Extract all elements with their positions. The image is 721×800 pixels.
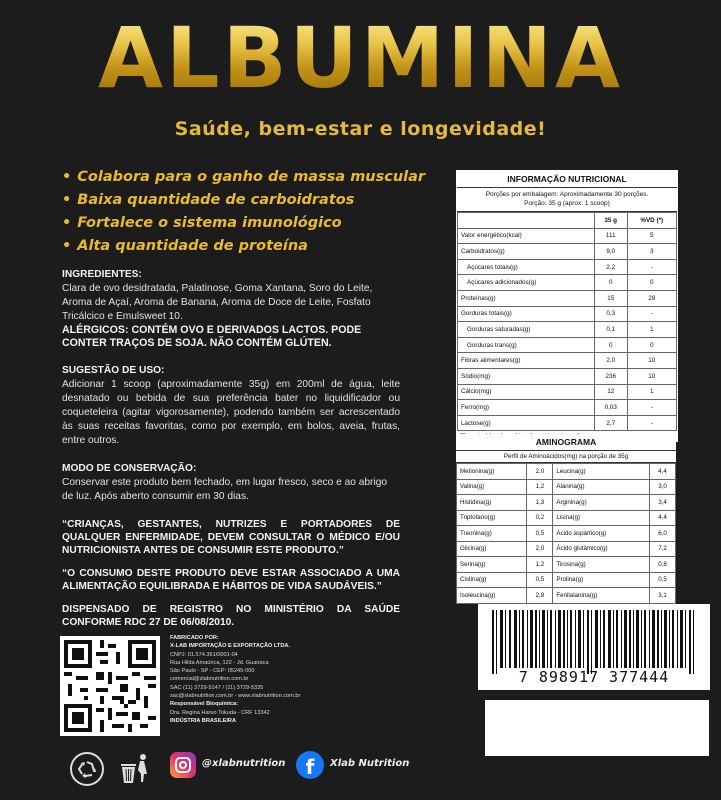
table-row: Cálcio(mg) 12 1: [458, 384, 677, 400]
aminogram-title: AMINOGRAMA: [456, 434, 676, 451]
benefit-item: • Colabora para o ganho de massa muscular: [62, 169, 426, 185]
bullet-icon: •: [62, 215, 72, 231]
table-row: Lactose(g) 2,7 -: [458, 415, 677, 431]
ingredients-heading: INGREDIENTES:: [62, 269, 142, 280]
ingredients-section: [62, 268, 400, 350]
bullet-icon: •: [62, 169, 72, 185]
warning-children: “CRIANÇAS, GESTANTES, NUTRIZES E PORTADORES DE QUALQUER ENFERMIDADE, DEVEM CONSULTAR O MÉDICO E/OU NUTRICIONISTA ANTES DE CONSUMIR ESTE PRODUTO.”: [62, 519, 400, 556]
nutrition-portions: Porções por embalagem: Aproximadamente 30 porções. Porção: 35 g (aprox. 1 scoop): [457, 188, 677, 212]
table-row: Treonina(g) 0,5 Ácido aspártico(g) 6,0: [457, 526, 676, 542]
nutrition-table: [456, 170, 678, 442]
lot-expiry-box: [485, 700, 709, 756]
aminogram-subtitle: Perfil de Aminoácidos(mg) na porção de 35g: [456, 451, 676, 463]
usage-heading: SUGESTÃO DE USO:: [62, 365, 165, 376]
instagram-icon[interactable]: [170, 752, 196, 778]
nutrition-grid: [457, 212, 677, 431]
table-row: Gorduras saturadas(g) 0,1 1: [458, 322, 677, 338]
table-row: Glicina(g) 2,0 Ácido glutâmico(g) 7,2: [457, 541, 676, 557]
usage-section: [62, 364, 400, 448]
table-row: Valina(g) 1,2 Alanina(g) 3,0: [457, 479, 676, 495]
usage-text: Adicionar 1 scoop (aproximadamente 35g) em 200ml de água, leite desnatado ou bebida de sua preferência bater no liquidificador ou coqueteleira (agitar vigorosamente), podendo também ser acrescentado às suas receitas favoritas, como por exemplo, em bolos, aveia, frutas, entre outros.: [62, 379, 400, 446]
table-row: Açúcares totais(g) 2,2 -: [458, 259, 677, 275]
table-row: Serina(g) 1,2 Tirosina(g) 0,8: [457, 557, 676, 573]
table-row: Sódio(mg) 236 10: [458, 368, 677, 384]
benefit-item: • Baixa quantidade de carboidratos: [62, 192, 355, 208]
table-row: Gorduras trans(g) 0 0: [458, 337, 677, 353]
bullet-icon: •: [62, 192, 72, 208]
table-row: Carboidratos(g) 9,0 3: [458, 244, 677, 260]
benefit-item: • Fortalece o sistema imunológico: [62, 215, 342, 231]
table-row: Cistina(g) 0,5 Prolina(g) 0,5: [457, 572, 676, 588]
table-row: Gorduras totais(g) 0,3 -: [458, 306, 677, 322]
qr-code-icon[interactable]: [60, 636, 160, 736]
storage-text: Conservar este produto bem fechado, em lugar fresco, seco e ao abrigo de luz. Após aberto consumir em 30 dias.: [62, 477, 388, 502]
product-subtitle: Saúde, bem-estar e longevidade!: [174, 118, 547, 140]
barcode-number: 7 898917 377444: [518, 668, 670, 686]
benefits-list: [62, 166, 452, 258]
table-row: Açúcares adicionados(g) 0 0: [458, 275, 677, 291]
aminogram-grid: [456, 463, 676, 604]
benefit-item: • Alta quantidade de proteína: [62, 238, 308, 254]
nutrition-title: INFORMAÇÃO NUTRICIONAL: [457, 171, 677, 188]
table-row: Metionina(g) 2,0 Leucina(g) 4,4: [457, 464, 676, 480]
facebook-icon[interactable]: f: [296, 751, 324, 779]
facebook-name[interactable]: Xlab Nutrition: [330, 758, 410, 769]
table-row: Valor energético(kcal) 111 5: [458, 228, 677, 244]
manufacturer-info: FABRICADO POR: X-LAB IMPORTAÇÃO E EXPORTAÇÃO LTDA. CNPJ: 01.574.361/0001-04 Rua Hilda Amaúrica, 122 - Jd. Guairaca São Paulo - SP - CEP: 05245-000 comercial@xlabnutrition.com.br SAC (11) 3729-5147 / (11) 3729-5335 sac@xlabnutrition.com.br - www.xlabnutrition.com.br Responsável Bioquímica: Dra. Regina Haruo Tokuda - CRF 13342 INDÚSTRIA BRASILEIRA: [170, 635, 301, 724]
ingredients-text: Clara de ovo desidratada, Palatinose, Goma Xantana, Soro do Leite, Aroma de Açaí, Aroma de Banana, Aroma de Doce de Leite, Fosfato Tricálcico e Emulsweet 10.: [62, 283, 373, 322]
storage-heading: MODO DE CONSERVAÇÃO:: [62, 463, 197, 474]
bullet-icon: •: [62, 238, 72, 254]
trash-bin-icon: [116, 750, 152, 788]
table-row: Fibras alimentares(g) 2,0 10: [458, 353, 677, 369]
allergens-text: ALÉRGICOS: CONTÉM OVO E DERIVADOS LACTOS. PODE CONTER TRAÇOS DE SOJA. NÃO CONTÉM GLÚTEN.: [62, 324, 362, 349]
table-row: Isoleucina(g) 2,8 Fenilalanina(g) 3,1: [457, 588, 676, 604]
recycle-icon: [70, 752, 104, 786]
table-row: Histidina(g) 1,3 Arginina(g) 3,4: [457, 495, 676, 511]
warning-consumption: “O CONSUMO DESTE PRODUTO DEVE ESTAR ASSOCIADO A UMA ALIMENTAÇÃO EQUILIBRADA E HÁBITOS DE VIDA SAUDÁVEIS.”: [62, 568, 400, 592]
table-row: Ferro(mg) 0,03 -: [458, 400, 677, 416]
table-row: Triptofano(g) 0,2 Lisina(g) 4,4: [457, 510, 676, 526]
table-header-row: 35 g %VD (*): [458, 213, 677, 229]
storage-section: [62, 462, 400, 504]
instagram-handle[interactable]: @xlabnutrition: [202, 758, 286, 769]
product-title: ALBUMINA: [0, 8, 721, 108]
registration-note: DISPENSADO DE REGISTRO NO MINISTÉRIO DA SAÚDE CONFORME RDC 27 DE 06/08/2010.: [62, 604, 400, 628]
aminogram-table: [456, 434, 676, 604]
table-row: Proteínas(g) 15 28: [458, 290, 677, 306]
